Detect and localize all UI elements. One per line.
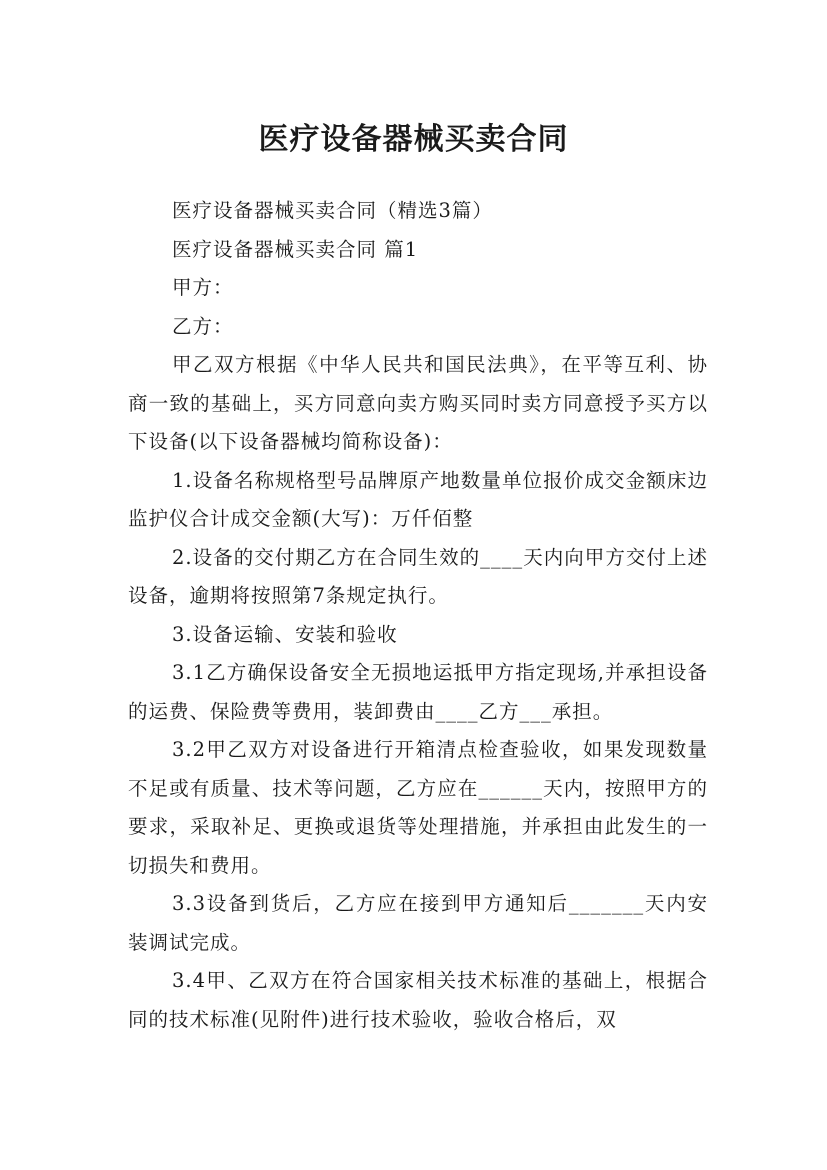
clause-3-heading: 3.设备运输、安装和验收 — [172, 622, 398, 646]
clause-1-paragraph: 1.设备名称规格型号品牌原产地数量单位报价成交金额床边监护仪合计成交金额(大写)：万仟佰整 — [128, 468, 708, 530]
document-body — [128, 192, 708, 1039]
clause-2-paragraph: 2.设备的交付期乙方在合同生效的____天内向甲方交付上述设备，逾期将按照第7条规定执行。 — [128, 545, 708, 607]
clause-3-2-paragraph: 3.2甲乙双方对设备进行开箱清点检查验收，如果发现数量不足或有质量、技术等问题，乙方应在______天内，按照甲方的要求，采取补足、更换或退货等处理措施，并承担由此发生的一切损失和费用。 — [128, 738, 708, 877]
preamble-paragraph: 甲乙双方根据《中华人民共和国民法典》，在平等互利、协商一致的基础上，买方同意向卖方购买同时卖方同意授予买方以下设备(以下设备器械均简称设备)： — [128, 353, 708, 453]
subtitle-paragraph: 医疗设备器械买卖合同（精选3篇） — [172, 199, 493, 222]
party-a-line: 甲方： — [172, 276, 234, 299]
clause-3-1-paragraph: 3.1乙方确保设备安全无损地运抵甲方指定现场,并承担设备的运费、保险费等费用，装卸费由____乙方___承担。 — [128, 661, 708, 723]
document-title: 医疗设备器械买卖合同 — [258, 122, 569, 158]
section-heading: 医疗设备器械买卖合同 篇1 — [172, 237, 419, 261]
party-b-line: 乙方： — [172, 314, 234, 338]
clause-3-3-paragraph: 3.3设备到货后，乙方应在接到甲方通知后_______天内安装调试完成。 — [128, 892, 708, 954]
clause-3-4-paragraph: 3.4甲、乙双方在符合国家相关技术标准的基础上，根据合同的技术标准(见附件)进行技术验收，验收合格后，双 — [128, 969, 708, 1031]
